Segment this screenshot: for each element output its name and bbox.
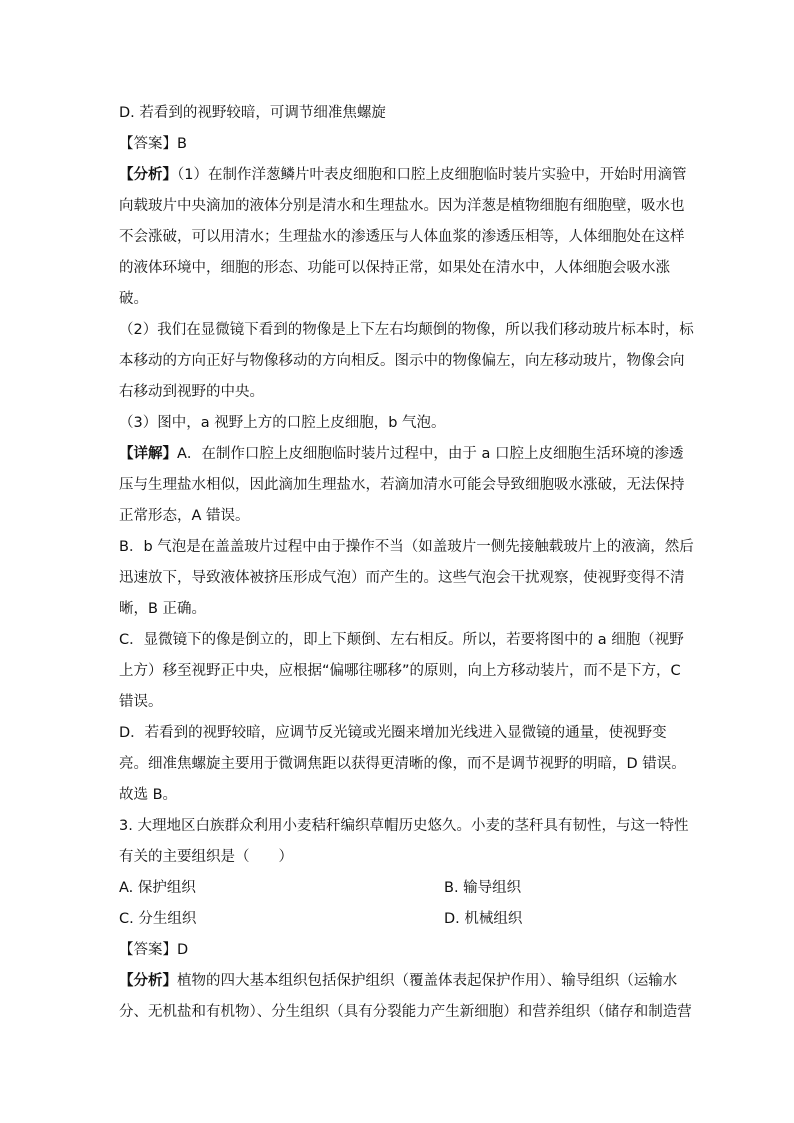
text-line: 故选 B。 [119, 787, 178, 803]
text-line: 破。 [119, 291, 148, 307]
analysis-text: 植物的四大基本组织包括保护组织（覆盖体表起保护作用）、输导组织（运输水 [177, 973, 678, 989]
text-line: B．b 气泡是在盖盖玻片过程中由于操作不当（如盖玻片一侧先接触载玻片上的液滴，然后 [119, 539, 694, 555]
text-line: （2）我们在显微镜下看到的物像是上下左右均颠倒的物像，所以我们移动玻片标本时，标 [119, 322, 694, 338]
option-d-prev-question: D. 若看到的视野较暗，可调节细准焦螺旋 [119, 105, 386, 121]
text-line: C．显微镜下的像是倒立的，即上下颠倒、左右相反。所以，若要将图中的 a 细胞（视野 [119, 632, 684, 648]
detail-text: A．在制作口腔上皮细胞临时装片过程中，由于 a 口腔上皮细胞生活环境的渗透 [177, 446, 684, 462]
text-line: 正常形态，A 错误。 [119, 508, 250, 524]
text-line: D．若看到的视野较暗，应调节反光镜或光圈来增加光线进入显微镜的通量，使视野变 [119, 725, 667, 741]
detail-line [119, 445, 684, 463]
text-line: 错误。 [119, 694, 163, 710]
text-line: 分、无机盐和有机物）、分生组织（具有分裂能力产生新细胞）和营养组织（储存和制造营 [119, 1004, 692, 1020]
answer-line: 【答案】B [119, 136, 187, 152]
text-line: 晰，B 正确。 [119, 601, 207, 617]
text-line: （3）图中，a 视野上方的口腔上皮细胞，b 气泡。 [119, 415, 446, 431]
option-d: D. 机械组织 [444, 911, 523, 927]
detail-label: 【详解】 [119, 446, 177, 462]
text-line: 不会涨破，可以用清水；生理盐水的渗透压与人体血浆的渗透压相等，人体细胞处在这样 [119, 229, 685, 245]
text-line: 压与生理盐水相似，因此滴加生理盐水，若滴加清水可能会导致细胞吸水涨破，无法保持 [119, 477, 685, 493]
option-a: A. 保护组织 [119, 880, 196, 896]
question-line: 3. 大理地区白族群众利用小麦秸秆编织草帽历史悠久。小麦的茎秆具有韧性，与这一特性 [119, 818, 689, 834]
text-line: 向载玻片中央滴加的液体分别是清水和生理盐水。因为洋葱是植物细胞有细胞壁，吸水也 [119, 198, 685, 214]
text-line: 本移动的方向正好与物像移动的方向相反。图示中的物像偏左，向左移动玻片，物像会向 [119, 353, 685, 369]
analysis-label: 【分析】 [119, 973, 177, 989]
text-line: 上方）移至视野正中央，应根据“偏哪往哪移”的原则，向上方移动装片，而不是下方，C [119, 663, 681, 679]
option-b: B. 输导组织 [444, 880, 522, 896]
analysis-text: （1）在制作洋葱鳞片叶表皮细胞和口腔上皮细胞临时装片实验中，开始时用滴管 [177, 167, 687, 183]
text-line: 迅速放下，导致液体被挤压形成气泡）而产生的。这些气泡会干扰观察，使视野变得不清 [119, 570, 685, 586]
analysis-label: 【分析】 [119, 167, 177, 183]
text-line: 的液体环境中，细胞的形态、功能可以保持正常，如果处在清水中，人体细胞会吸水涨 [119, 260, 670, 276]
analysis-line [119, 972, 677, 990]
question-line: 有关的主要组织是（ ） [119, 849, 293, 865]
answer-line: 【答案】D [119, 942, 189, 958]
text-line: 亮。细准焦螺旋主要用于微调焦距以获得更清晰的像，而不是调节视野的明暗，D 错误。 [119, 756, 686, 772]
option-c: C. 分生组织 [119, 911, 197, 927]
text-line: 右移动到视野的中央。 [119, 384, 264, 400]
analysis-line [119, 166, 686, 184]
